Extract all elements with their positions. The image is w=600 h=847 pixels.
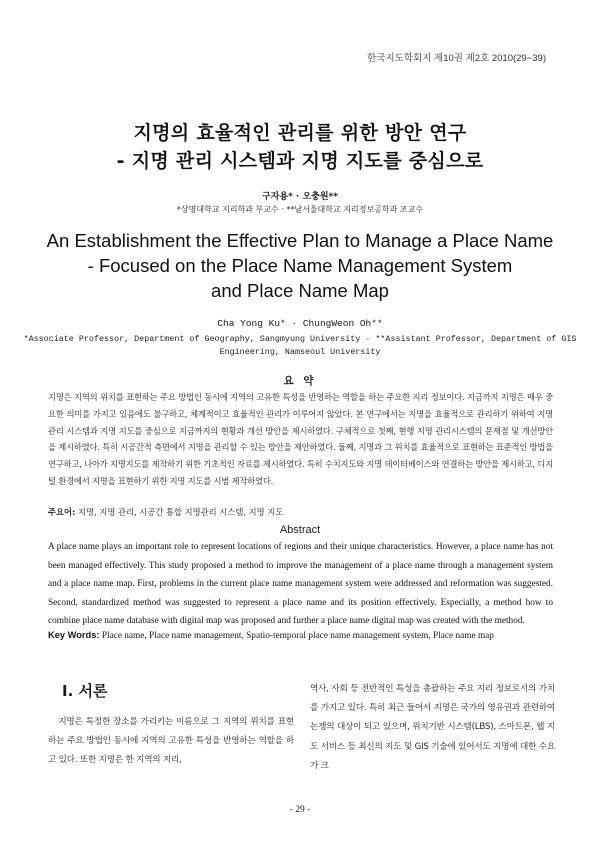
korean-title-line1: 지명의 효율적인 관리를 위한 방안 연구 [133, 122, 467, 144]
page-number: - 29 - [289, 805, 311, 815]
english-abstract-body: A place name plays an important role to represent locations of regions and their unique characteristics. However, a place name has not been managed effectively. This study proposed a method to improve the management of a place name through a management system and a place name map. First, problems in the current place name management system were addressed and reformation was suggested. Second, standardized method was suggested to represent a place name and its position effectively. Especially, a method how to combine place name database with digital map was proposed and further a place name digital map was created with the method. [48, 542, 553, 627]
korean-affiliation: *상명대학교 지리학과 부교수 · **남서울대학교 지리정보공학과 조교수 [176, 205, 424, 214]
english-authors: Cha Yong Ku* · ChungWeon Oh** [217, 318, 383, 329]
body-right-column: 역사, 사회 등 전반적인 특성을 총괄하는 주요 지리 정보로서의 가치를 가지고 있다. 특히 최근 들어서 지명은 국가의 영유권과 관련하여 논쟁의 대상이 되고 있으며, 위치기반 시스템(LBS), 스마트폰, 웹 지도 서비스 등 최신의 지도 및 GIS 기술에 있어서도 지명에 대한 수요가 크 [310, 684, 555, 771]
english-keywords-list: Place name, Place name management, Spatio-temporal place name management system, Place name map [99, 631, 494, 641]
english-title-line1: An Establishment the Effective Plan to Manage a Place Name [46, 230, 554, 251]
korean-abstract-heading: 요 약 [283, 375, 317, 387]
body-left-column: 지명은 특정한 장소를 가리키는 이름으로 그 지역의 위치를 표현하는 주요 방법인 동시에 지역의 고유한 특성을 반영하는 역할을 하고 있다. 또한 지명은 한 지역의 지리, [48, 717, 294, 766]
korean-title-line2: - 지명 관리 시스템과 지명 지도를 중심으로 [116, 150, 484, 172]
korean-keywords [48, 506, 553, 518]
english-abstract-heading: Abstract [279, 524, 321, 536]
english-affiliation-line1: *Associate Professor, Department of Geography, Sangmyung University · **Assistant Professor, Department of GIS [23, 334, 577, 344]
korean-keywords-list: 지명, 지명 관리, 시공간 통합 지명관리 시스템, 지명 지도 [75, 507, 284, 517]
english-affiliation-line2: Engineering, Namseoul University [219, 347, 381, 357]
korean-keywords-label: 주요어: [48, 507, 76, 517]
english-title-line2: - Focused on the Place Name Management System [87, 255, 513, 276]
korean-authors: 구자용* · 오충원** [262, 192, 338, 202]
section-heading: I. 서론 [62, 682, 108, 700]
english-keywords [48, 630, 558, 641]
journal-header: 한국지도학회지 제10권 제2호 2010(29~39) [367, 53, 546, 64]
english-keywords-label: Key Words: [48, 630, 100, 640]
korean-abstract-body: 지명은 지역의 위치를 표현하는 주요 방법인 동시에 지역의 고유한 특성을 반영하는 역할을 하는 주요한 지리 정보이다. 지금까지 지명은 매우 중요한 의미를 가지고 있음에도 불구하고, 체계적이고 효율적인 관리가 이루어지 않았다. 본 연구에서는 지명을 효율적으로 관리하기 위하여 지명 관리 시스템과 지명 지도를 중심으로 지금까지의 현황과 개선 방안을 제시하였다. 구체적으로 첫째, 현행 지명 관리시스템의 문제점 및 개선방안을 제시하였다. 특히 시공간적 측면에서 지명을 관리할 수 있는 방안을 제안하였다. 둘째, 지명과 그 위치를 효율적으로 표현하는 표준적인 방법을 연구하고, 나아가 지명지도를 제작하기 위한 기초적인 자료를 제시하였다. 특히 수치지도와 지명 데이터베이스와 연결하는 방안을 제시하고, 디지털 환경에서 지명을 표현하기 위한 지명 지도를 시범 제작하였다. [48, 392, 553, 486]
english-affiliation [0, 333, 600, 359]
english-title-line3: and Place Name Map [211, 280, 389, 301]
